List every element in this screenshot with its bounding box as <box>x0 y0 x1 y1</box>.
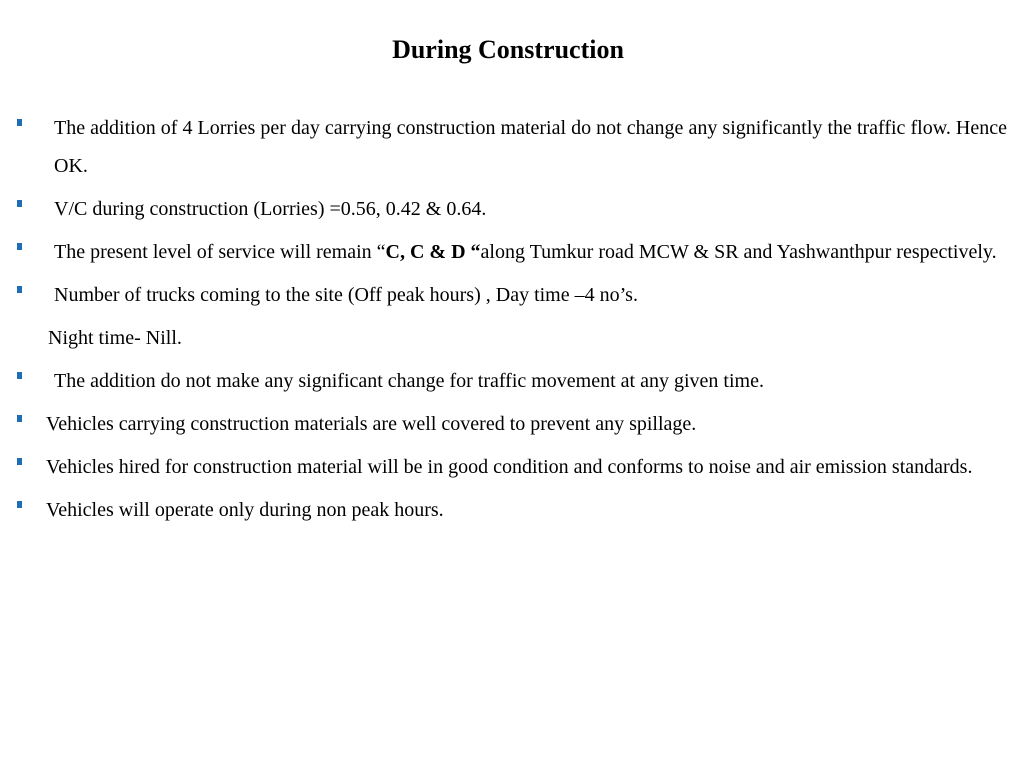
slide-title: During Construction <box>392 35 624 64</box>
list-item-text: Vehicles will operate only during non peak hours. <box>46 499 444 521</box>
list-item <box>0 362 1007 400</box>
list-item-text: Vehicles hired for construction material will be in good condition and conforms to noise and air emission standards. <box>46 456 973 478</box>
list-item <box>0 276 1007 314</box>
bullet-icon <box>17 372 22 379</box>
list-item-bold-text: C, C & D “ <box>385 241 481 263</box>
list-item <box>0 405 1007 443</box>
bullet-icon <box>17 501 22 508</box>
list-item-text: along Tumkur road MCW & SR and Yashwanthpur respectively. <box>480 241 997 263</box>
list-item-text: The addition do not make any significant change for traffic movement at any given time. <box>54 370 764 392</box>
list-item-text: Night time- Nill. <box>48 327 182 349</box>
bullet-list <box>0 109 1024 534</box>
list-item <box>0 190 1007 228</box>
bullet-icon <box>17 415 22 422</box>
list-item-text: Number of trucks coming to the site (Off peak hours) , Day time –4 no’s. <box>54 284 638 306</box>
bullet-icon <box>17 243 22 250</box>
list-item-continuation <box>0 319 1007 357</box>
bullet-icon <box>17 286 22 293</box>
list-item <box>0 491 1007 529</box>
list-item-text: Vehicles carrying construction materials are well covered to prevent any spillage. <box>46 413 697 435</box>
list-item-text: V/C during construction (Lorries) =0.56, 0.42 & 0.64. <box>54 198 487 220</box>
list-item <box>0 109 1007 185</box>
list-item <box>0 448 1007 486</box>
list-item-text: The addition of 4 Lorries per day carrying construction material do not change any significantly the traffic flow. Hence OK. <box>54 117 1007 177</box>
list-item-text: The present level of service will remain “ <box>54 241 386 263</box>
bullet-icon <box>17 119 22 126</box>
list-item <box>0 233 1007 271</box>
bullet-icon <box>17 200 22 207</box>
bullet-icon <box>17 458 22 465</box>
